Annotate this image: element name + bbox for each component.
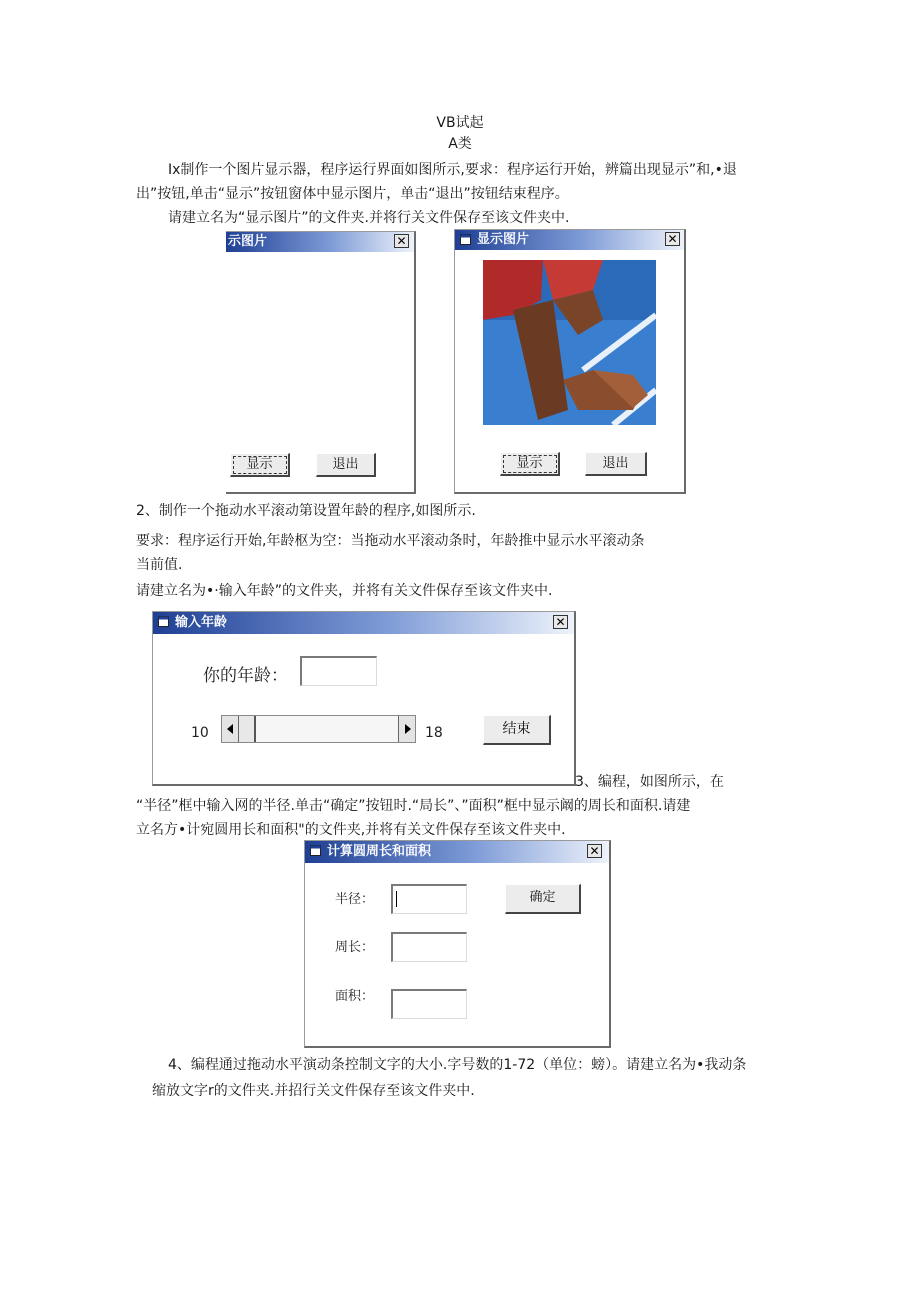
q2-line1: 2、制作一个拖动水平滚动第设置年龄的程序,如图所示. bbox=[136, 503, 476, 519]
close-icon[interactable]: ✕ bbox=[553, 615, 568, 629]
area-label: 面积： bbox=[335, 989, 375, 1004]
show-button[interactable]: 显示 bbox=[230, 453, 290, 477]
exit-button[interactable]: 退出 bbox=[585, 452, 647, 476]
scroll-max-label: 18 bbox=[425, 725, 443, 741]
radius-textbox[interactable] bbox=[391, 884, 467, 914]
q1-line1: Ix制作一个图片显示器，程序运行界面如图所示,要求：程序运行开始，辨篇出现显示”和,•退 bbox=[168, 162, 737, 178]
show-picture-window-after bbox=[454, 229, 686, 494]
circle-calc-window bbox=[304, 840, 611, 1048]
form-icon bbox=[310, 845, 321, 856]
q3-line3: 立名方•计宛圆用长和面积"的文件夹,并将有关文件保存至该文件夹中. bbox=[136, 822, 566, 838]
window-title: 计算圆周长和面积 bbox=[327, 844, 432, 859]
show-button[interactable]: 显示 bbox=[500, 452, 560, 476]
window-titlebar bbox=[153, 612, 574, 634]
q2-line4: 请建立名为•·输入年龄”的文件夹，并将有关文件保存至该文件夹中. bbox=[136, 583, 553, 599]
scroll-right-arrow-icon[interactable] bbox=[398, 716, 415, 742]
perimeter-textbox[interactable] bbox=[391, 932, 467, 962]
ok-button[interactable]: 确定 bbox=[505, 884, 581, 914]
age-textbox[interactable] bbox=[300, 656, 377, 686]
form-icon bbox=[460, 234, 471, 245]
scroll-thumb[interactable] bbox=[239, 716, 256, 742]
q3-line1: 3、编程，如图所示，在 bbox=[575, 774, 724, 790]
scroll-min-label: 10 bbox=[191, 725, 209, 741]
q4-line2: 缩放文字r的文件夹.并招行关文件保存至该文件夹中. bbox=[152, 1083, 475, 1099]
q1-line3: 请建立名为“显示图片”的文件夹.并将行关文件保存至该文件夹中. bbox=[168, 210, 570, 226]
window-title: 示图片 bbox=[228, 234, 268, 249]
window-titlebar bbox=[455, 230, 684, 250]
age-label: 你的年龄： bbox=[203, 666, 288, 686]
input-age-window bbox=[152, 611, 576, 786]
scroll-left-arrow-icon[interactable] bbox=[222, 716, 239, 742]
radius-label: 半径： bbox=[335, 892, 375, 907]
window-titlebar bbox=[305, 841, 609, 863]
perimeter-label: 周长： bbox=[335, 940, 375, 955]
doc-category: A类 bbox=[448, 136, 472, 152]
window-titlebar bbox=[226, 232, 414, 252]
form-icon bbox=[158, 616, 169, 627]
q4-line1: 4、编程通过拖动水平演动条控制文字的大小.字号数的1-72（单位：螃）。请建立名为•我动条 bbox=[168, 1057, 747, 1073]
close-icon[interactable]: ✕ bbox=[394, 234, 409, 248]
window-title: 输入年龄 bbox=[175, 615, 228, 630]
end-button[interactable]: 结束 bbox=[483, 715, 551, 745]
show-picture-window-before bbox=[226, 231, 416, 494]
q3-line2: “半径”框中输入网的半径.单击“确定”按钮时.“局长”、”面积”框中显示阚的周长和面积.请建 bbox=[136, 798, 691, 814]
athlete-photo bbox=[483, 260, 656, 425]
close-icon[interactable]: ✕ bbox=[665, 232, 680, 246]
doc-title: VB试起 bbox=[436, 115, 484, 131]
age-scrollbar[interactable] bbox=[221, 715, 416, 743]
text-cursor bbox=[396, 891, 397, 907]
q2-line3: 当前值. bbox=[136, 557, 183, 573]
window-title: 显示图片 bbox=[477, 232, 530, 247]
q1-line2: 出”按钮,单击“显示”按钮窗体中显示图片，单击“退出”按钮结束程序。 bbox=[136, 186, 569, 202]
area-textbox[interactable] bbox=[391, 989, 467, 1019]
q2-line2: 要求：程序运行开始,年龄枢为空：当拖动水平滚动条时，年龄推中显示水平滚动条 bbox=[136, 533, 645, 549]
exit-button[interactable]: 退出 bbox=[316, 453, 376, 477]
close-icon[interactable]: ✕ bbox=[587, 844, 602, 858]
